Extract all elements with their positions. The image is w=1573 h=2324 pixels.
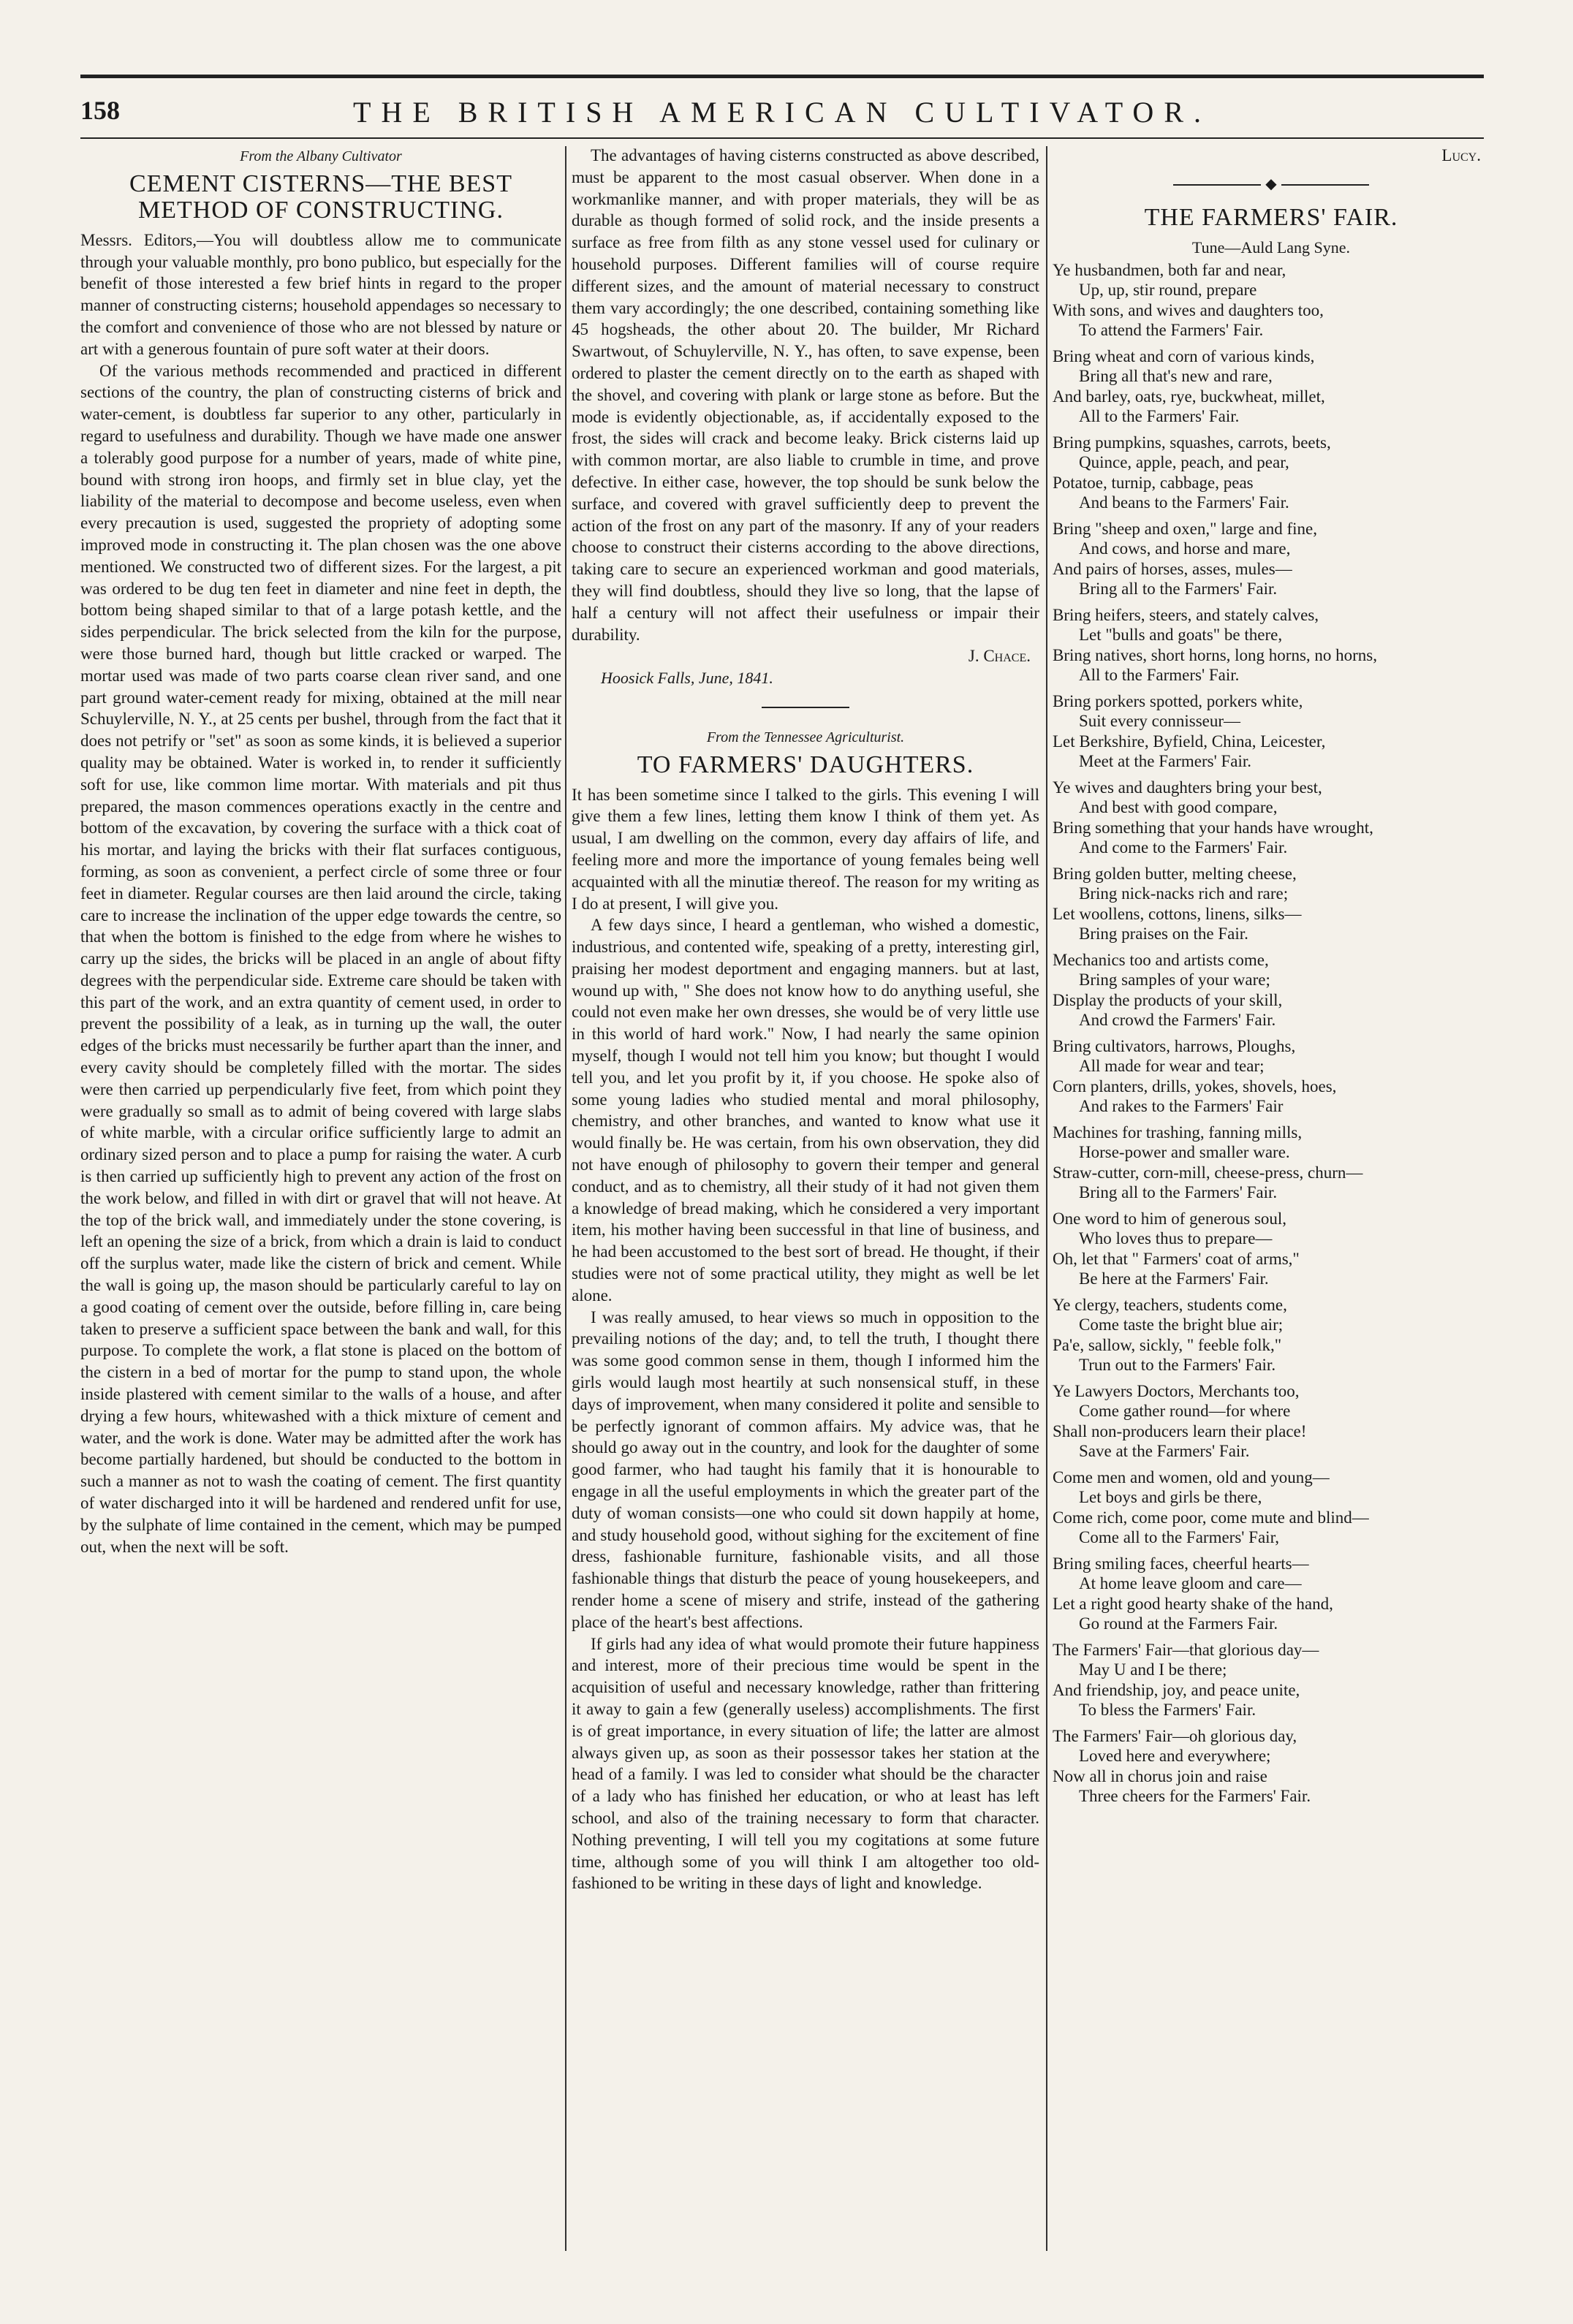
- page-number: 158: [80, 96, 120, 125]
- poem-line: Let "bulls and goats" be there,: [1079, 626, 1283, 645]
- poem-line: And cows, and horse and mare,: [1079, 539, 1291, 558]
- article-title: TO FARMERS' DAUGHTERS.: [637, 751, 974, 778]
- poem-line: And pairs of horses, asses, mules—: [1053, 559, 1292, 578]
- poem-line: Bring all to the Farmers' Fair.: [1079, 1183, 1278, 1202]
- poem-stanza: [1053, 778, 1490, 858]
- poem-line: Machines for trashing, fanning mills,: [1053, 1123, 1303, 1142]
- poem-line: And beans to the Farmers' Fair.: [1079, 493, 1289, 512]
- article-dateline: Hoosick Falls, June, 1841.: [601, 669, 773, 688]
- poem-stanza: [1053, 1381, 1490, 1462]
- poem-line: Bring "sheep and oxen," large and fine,: [1053, 519, 1317, 538]
- poem-line: Who loves thus to prepare—: [1079, 1229, 1273, 1248]
- poem-stanza: [1053, 1295, 1490, 1375]
- newspaper-title: THE BRITISH AMERICAN CULTIVATOR.: [353, 96, 1211, 129]
- poem-line: Mechanics too and artists come,: [1053, 950, 1269, 969]
- article-signature: J. Chace.: [968, 647, 1031, 666]
- poem-line: Suit every connisseur—: [1079, 712, 1241, 731]
- poem-line: Bring natives, short horns, long horns, no horns,: [1053, 645, 1378, 664]
- poem-line: One word to him of generous soul,: [1053, 1209, 1287, 1228]
- poem-line: With sons, and wives and daughters too,: [1053, 300, 1324, 319]
- article-source: From the Albany Cultivator: [240, 148, 402, 164]
- poem-line: Loved here and everywhere;: [1079, 1747, 1271, 1766]
- poem-line: Bring pumpkins, squashes, carrots, beets,: [1053, 433, 1331, 452]
- poem-stanza: [1053, 605, 1490, 686]
- poem-tune: Tune—Auld Lang Syne.: [1191, 238, 1351, 257]
- poem-line: Bring cultivators, harrows, Ploughs,: [1053, 1036, 1296, 1055]
- poem-stanza: [1053, 433, 1490, 513]
- column-rule-2: [1046, 146, 1047, 2251]
- poem-stanza: [1053, 1123, 1490, 1203]
- poem-line: To bless the Farmers' Fair.: [1079, 1701, 1256, 1720]
- poem-line: Bring porkers spotted, porkers white,: [1053, 691, 1303, 710]
- poem-line: Bring golden butter, melting cheese,: [1053, 864, 1297, 883]
- poem-line: Pa'e, sallow, sickly, " feeble folk,": [1053, 1335, 1282, 1354]
- poem-line: To attend the Farmers' Fair.: [1079, 321, 1264, 340]
- poem-line: Trun out to the Farmers' Fair.: [1079, 1356, 1276, 1375]
- poem-line: Oh, let that " Farmers' coat of arms,": [1053, 1249, 1300, 1268]
- ornament-divider: ◆: [1053, 174, 1490, 196]
- column-3: [1053, 145, 1490, 2249]
- column-1: [80, 145, 561, 2249]
- poem-line: Shall non-producers learn their place!: [1053, 1421, 1307, 1440]
- article-paragraph: Of the various methods recommended and practiced in different sections of the country, the plan of constructing cisterns of brick and water-cement, is doubtless far superior to any other, particularly in regard to usefulness and durability. Though we have made one answer a tolerably good purpose for a number of years, made of white pine, bound with strong iron hoops, and firmly set in blue clay, yet the liability of the material to decompose and become useless, even when every precaution is used, suggested the propriety of adopting some improved mode in constructing it. The plan chosen was the one above mentioned. We constructed two of different sizes. For the largest, a pit was ordered to be dug ten feet in diameter and nine feet in depth, the bottom being shaped similar to that of a large potash kettle, and the sides perpendicular. The brick selected from the kiln for the purpose, were those burned hard, though but little cracked or warped. The mortar used was made of two parts coarse clean river sand, and one part ground water-cement ready for mixing, obtained at the mill near Schuylerville, N. Y., at 25 cents per bushel, through from the fact that it does not petrify or "set" as soon as some kinds, it is believed a superior quality may be obtained. Water is worked in, to render it sufficiently soft for use, like common lime mortar. With materials and pit thus prepared, the mason commences operations exactly in the centre and bottom of the excavation, by covering the surface with a thick coat of his mortar, and laying the bricks with their flat surfaces contiguous, forming, as soon as convenient, a perfect circle of some three or four feet in diameter. Regular courses are then laid around the circle, taking care to increase the inclination of the upper edge towards the centre, so that when the bottom is finished to the edge from where he wishes to carry up the sides, the bricks will be placed in an angle of about fifty degrees with the perpendicular side. Extreme care should be taken with this part of the work, and an extra quantity of cement used, in order to prevent the possibility of a leak, as in turning up the wall, the outer edges of the bricks must necessarily be further apart than the inner, and every cavity should be completely filled with the mortar. The sides were then carried up perpendicularly five feet, from which point they were gradually so small as to admit of being covered with large slabs of white marble, with a circular orifice sufficiently large to admit an ordinary sized person and to place a pump for raising the water. A curb is then carried up sufficiently high to prevent any action of the frost on the work below, and filled in with dirt or gravel that will not heave. At the top of the brick wall, and immediately under the stone covering, is left an opening the size of a brick, from which a drain is laid to conduct off the surplus water, made like the cistern of brick and cement. While the wall is going up, the mason should be particularly careful to lay on a good coating of cement over the outside, before filling in, care being taken to preserve a sufficient space between the bank and wall, for this purpose. To complete the work, a flat stone is placed on the bottom of the cistern in a bed of mortar for the pump to stand upon, the whole inside plastered with cement similar to the walls of a house, and after drying a few hours, whitewashed with a thick mixture of cement and water, and the work is done. Water may be admitted after the work has become partially hardened, but should be conducted to the bottom in such a manner as not to wash the coating of cement. The first quantity of water discharged into it will be hardened and rendered unfit for use, by the sulphate of lime contained in the cement, which may be pumped out, when the next will be soft.: [80, 361, 561, 1556]
- poem-line: Meet at the Farmers' Fair.: [1079, 752, 1251, 771]
- article-paragraph: The advantages of having cisterns constructed as above described, must be apparent to the most casual observer. When done in a workmanlike manner, and with proper materials, they will be as durable as though formed of solid rock, and the inside presents a surface as free from filth as any stone vessel used for culinary or household purposes. Different families will of course require different sizes, and the amount of material necessary to construct them vary accordingly; the one described, containing something like 45 hogsheads, the other about 20. The builder, Mr Richard Swartwout, of Schuylerville, N. Y., has often, to save expense, been ordered to plaster the cement directly on to the earth as shaped with the shovel, and covering with plank or large stone as before. But the mode is evidently objectionable, as, if accidentally exposed to the frost, the sides will crack and become leaky. Brick cisterns laid up with common mortar, are also liable to crumble in time, and prove defective. In either case, however, the top should be sunk below the surface, and covered with gravel sufficiently deep to prevent the action of the frost on any part of the masonry. If any of your readers choose to construct their cisterns according to the above directions, taking care to secure an experienced workman and good materials, they will find doubtless, should they live so long, that the lapse of half a century will not affect their usefulness or impair their durability.: [572, 146, 1039, 644]
- article-source: From the Tennessee Agriculturist.: [706, 729, 905, 745]
- poem-line: Come all to the Farmers' Fair,: [1079, 1528, 1280, 1547]
- poem-line: And barley, oats, rye, buckwheat, millet,: [1053, 387, 1325, 406]
- article-signature: Lucy.: [1441, 146, 1481, 164]
- poem-line: At home leave gloom and care—: [1079, 1574, 1302, 1593]
- poem-line: And best with good compare,: [1079, 798, 1278, 817]
- article-title: CEMENT CISTERNS—THE BEST METHOD OF CONSTRUCTING.: [129, 170, 512, 224]
- poem-line: Quince, apple, peach, and pear,: [1079, 453, 1289, 472]
- section-divider: [572, 696, 1039, 718]
- poem-line: Come men and women, old and young—: [1053, 1467, 1330, 1486]
- poem-line: Ye clergy, teachers, students come,: [1053, 1295, 1287, 1314]
- poem-line: Be here at the Farmers' Fair.: [1079, 1269, 1269, 1288]
- poem-line: Save at the Farmers' Fair.: [1079, 1442, 1250, 1461]
- poem-line: Bring nick-nacks rich and rare;: [1079, 884, 1289, 903]
- header-bottom-rule: [80, 137, 1484, 139]
- article-paragraph: A few days since, I heard a gentleman, who wished a domestic, industrious, and contented wife, speaking of a pretty, interesting girl, praising her modest deportment and engaging manners. but at last, wound up with, " She does not know how to do anything useful, she could not even make her own dresses, she would be of very little use in this world of hard work." Now, I had nearly the same opinion myself, though I would not tell him you know; but thought I would tell you, and let you profit by it, if you choose. He spoke also of some young ladies who studied mental and moral philosophy, chemistry, and other branches, and wanted to know what use it would finally be. He was certain, from his own observation, they did not have enough of philosophy to govern their temper and general conduct, and as to chemistry, all their study of it had not given them a knowledge of bread making, which he considered a very important item, his mother having been successful in that line of business, and he had been accustomed to the best sort of bread. He thought, if their studies were not of some practical utility, they might as well be let alone.: [572, 916, 1039, 1305]
- poem-line: Let woollens, cottons, linens, silks—: [1053, 904, 1302, 923]
- poem-line: Now all in chorus join and raise: [1053, 1766, 1267, 1785]
- poem-line: Come taste the bright blue air;: [1079, 1315, 1284, 1334]
- poem-body: [1053, 260, 1490, 1807]
- poem-line: Come gather round—for where: [1079, 1402, 1291, 1421]
- poem-stanza: [1053, 950, 1490, 1030]
- poem-line: Up, up, stir round, prepare: [1079, 281, 1257, 300]
- poem-line: Display the products of your skill,: [1053, 990, 1283, 1009]
- poem-stanza: [1053, 1640, 1490, 1720]
- poem-stanza: [1053, 1467, 1490, 1548]
- poem-line: And friendship, joy, and peace unite,: [1053, 1680, 1300, 1699]
- poem-stanza: [1053, 864, 1490, 944]
- article-paragraph: Messrs. Editors,—You will doubtless allow me to communicate through your valuable monthly, pro bono publico, but especially for the benefit of those interested a few brief hints in regard to the proper manner of constructing cisterns; household appendages so necessary to the comfort and convenience of those who are not blessed by nature or art with a generous fountain of pure soft water at their doors.: [80, 230, 561, 358]
- poem-line: The Farmers' Fair—oh glorious day,: [1053, 1726, 1297, 1745]
- poem-line: Ye wives and daughters bring your best,: [1053, 778, 1322, 797]
- poem-stanza: [1053, 1036, 1490, 1117]
- poem-stanza: [1053, 346, 1490, 427]
- poem-stanza: [1053, 519, 1490, 599]
- poem-line: Let boys and girls be there,: [1079, 1488, 1262, 1507]
- page-header: [80, 95, 1484, 140]
- poem-line: Bring praises on the Fair.: [1079, 924, 1248, 943]
- poem-stanza: [1053, 260, 1490, 341]
- header-top-rule: [80, 75, 1484, 78]
- poem-line: Let Berkshire, Byfield, China, Leicester,: [1053, 732, 1326, 751]
- poem-line: Potatoe, turnip, cabbage, peas: [1053, 473, 1254, 492]
- article-paragraph: If girls had any idea of what would promote their future happiness and interest, more of their precious time would be spent in the acquisition of useful and necessary knowledge, rather than frittering it away to gain a few (generally useless) accomplishments. The first is of great importance, in every situation of life; the latter are almost always given up, as soon as their possessor takes her station at the head of a family. I was led to consider what should be the character of a lady who has finished her education, or who at least has left school, and also of the training necessary to form that character. Nothing preventing, I will tell you my cogitations at some future time, although some of you will think I am altogether too old-fashioned to be writing in these days of light and knowledge.: [572, 1634, 1039, 1893]
- poem-line: Bring all that's new and rare,: [1079, 367, 1273, 386]
- poem-line: Ye husbandmen, both far and near,: [1053, 260, 1286, 279]
- column-2: [572, 145, 1039, 2249]
- poem-line: Bring wheat and corn of various kinds,: [1053, 346, 1315, 365]
- poem-line: Bring heifers, steers, and stately calves,: [1053, 605, 1319, 624]
- article-paragraph: It has been sometime since I talked to the girls. This evening I will give them a few lines, letting them know I think of them yet. As usual, I am dwelling on the common, every day affairs of life, and feeling more and more the importance of young females being well acquainted with all the minutiæ thereof. The reason for my writing as I do at present, I will give you.: [572, 785, 1039, 913]
- poem-line: All made for wear and tear;: [1079, 1057, 1265, 1076]
- poem-line: Ye Lawyers Doctors, Merchants too,: [1053, 1381, 1300, 1400]
- poem-line: Go round at the Farmers Fair.: [1079, 1614, 1278, 1633]
- poem-line: Three cheers for the Farmers' Fair.: [1079, 1787, 1311, 1806]
- poem-stanza: [1053, 1209, 1490, 1289]
- poem-stanza: [1053, 1554, 1490, 1634]
- poem-line: Bring all to the Farmers' Fair.: [1079, 580, 1278, 599]
- poem-line: And rakes to the Farmers' Fair: [1079, 1097, 1284, 1116]
- poem-line: Bring samples of your ware;: [1079, 971, 1270, 990]
- poem-line: And come to the Farmers' Fair.: [1079, 838, 1288, 857]
- poem-line: And crowd the Farmers' Fair.: [1079, 1011, 1276, 1030]
- poem-line: Let a right good hearty shake of the hand,: [1053, 1594, 1333, 1613]
- poem-line: Corn planters, drills, yokes, shovels, hoes,: [1053, 1076, 1337, 1095]
- poem-line: All to the Farmers' Fair.: [1079, 407, 1240, 426]
- poem-line: The Farmers' Fair—that glorious day—: [1053, 1640, 1319, 1659]
- poem-line: May U and I be there;: [1079, 1660, 1227, 1679]
- poem-line: Bring smiling faces, cheerful hearts—: [1053, 1554, 1309, 1573]
- poem-title: THE FARMERS' FAIR.: [1144, 204, 1398, 232]
- poem-line: All to the Farmers' Fair.: [1079, 666, 1240, 685]
- poem-line: Bring something that your hands have wrought,: [1053, 818, 1373, 837]
- column-rule-1: [565, 146, 566, 2251]
- poem-line: Come rich, come poor, come mute and blind—: [1053, 1508, 1369, 1527]
- poem-stanza: [1053, 691, 1490, 772]
- article-paragraph: I was really amused, to hear views so much in opposition to the prevailing notions of the day; and, to tell the truth, I thought there was some good common sense in them, though I informed him the girls would laugh most heartily at such nonsensical stuff, in these days of improvement, when many considered it polite and sensible to be perfectly ignorant of common affairs. My advice was, that he should go away out in the country, and look for the daughter of some good farmer, who had taught his family that it is honourable to engage in all the useful employments in which the greater part of the duty of woman consists—one who could sit down happily at home, and study household good, without sighing for the excitement of fine dress, fashionable furniture, fashionable visits, and all those fashionable things that disturb the peace of young housekeepers, and render home a scene of misery and strife, instead of the gathering place of the heart's best affections.: [572, 1307, 1039, 1631]
- poem-line: Straw-cutter, corn-mill, cheese-press, churn—: [1053, 1163, 1363, 1182]
- poem-stanza: [1053, 1726, 1490, 1807]
- poem-line: Horse-power and smaller ware.: [1079, 1143, 1290, 1162]
